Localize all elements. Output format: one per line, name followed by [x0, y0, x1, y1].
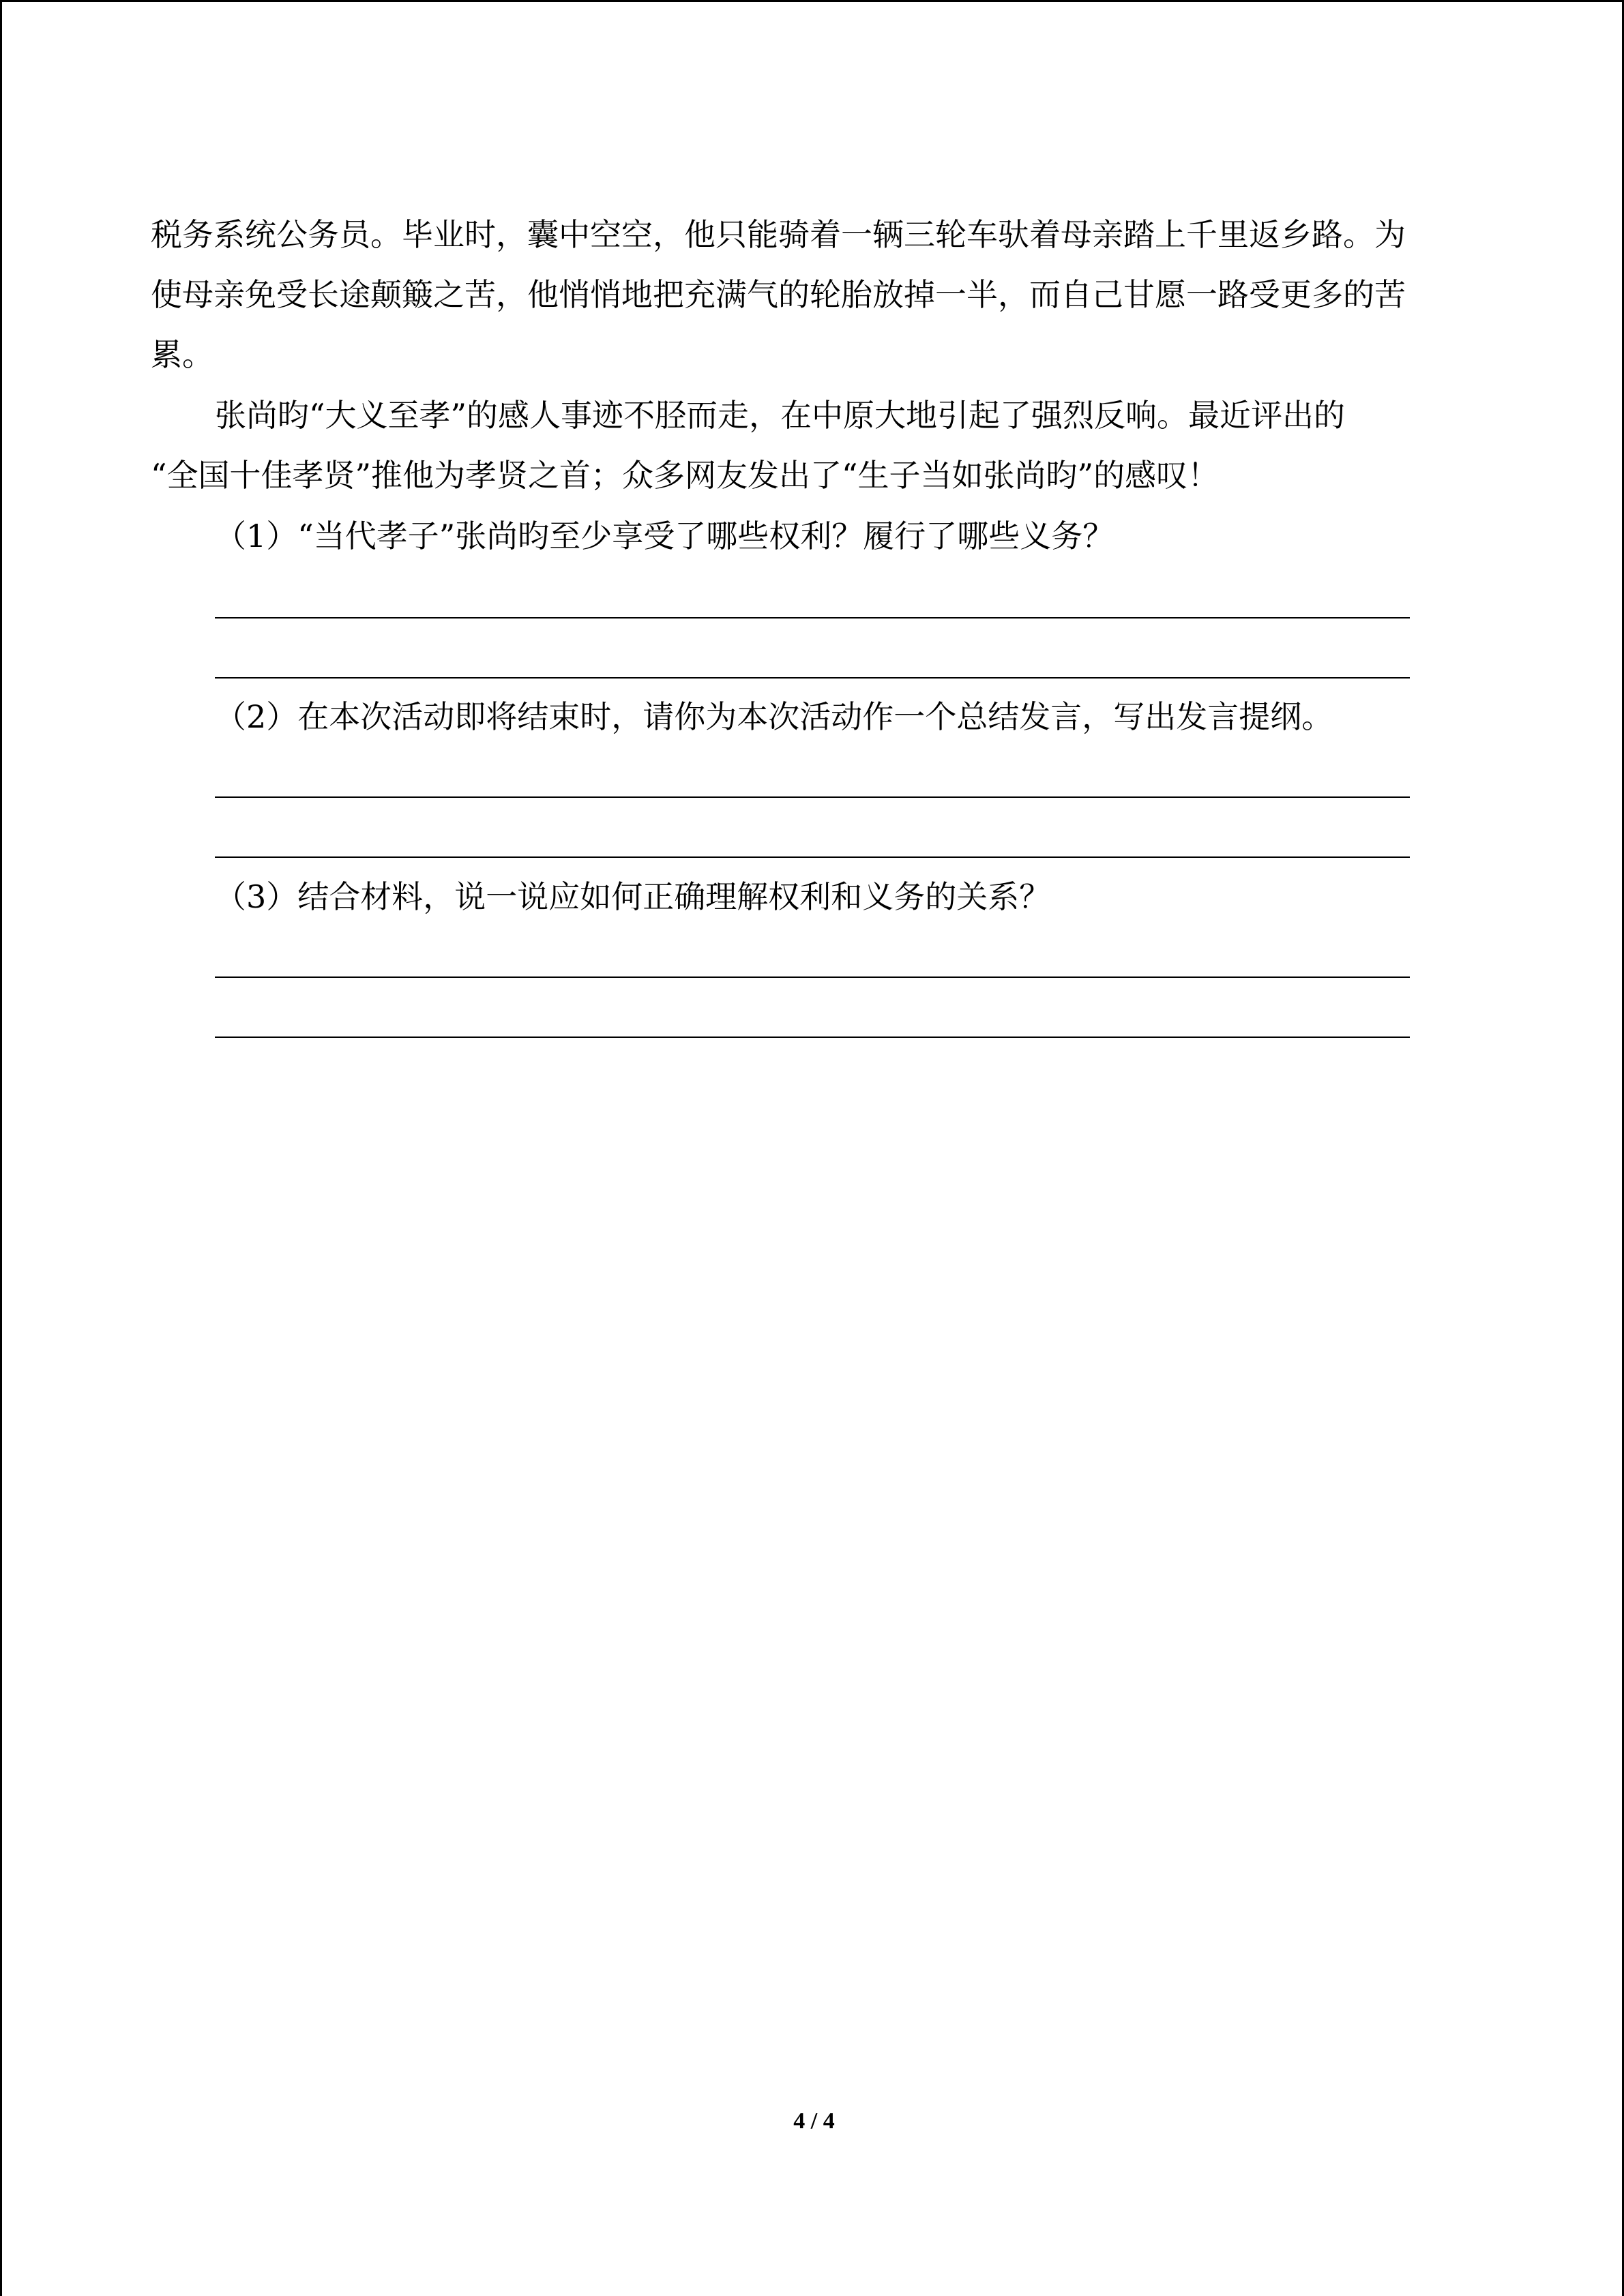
answer-line-q1-2[interactable]	[215, 677, 1410, 679]
paragraph-1-line-3: 累。	[151, 336, 213, 373]
question-3: （3）结合材料，说一说应如何正确理解权利和义务的关系？	[215, 878, 1051, 915]
paragraph-2-line-2: “全国十佳孝贤”推他为孝贤之首；众多网友发出了“生子当如张尚昀”的感叹！	[151, 457, 1220, 494]
answer-line-q1-1[interactable]	[215, 617, 1410, 618]
question-1: （1）“当代孝子”张尚昀至少享受了哪些权利？履行了哪些义务？	[215, 518, 1114, 554]
paragraph-2-line-1: 张尚昀“大义至孝”的感人事迹不胫而走，在中原大地引起了强烈反响。最近评出的	[215, 397, 1346, 434]
answer-line-q3-2[interactable]	[215, 1037, 1410, 1038]
page-number: 4 / 4	[793, 2108, 835, 2134]
paragraph-1-line-2: 使母亲免受长途颠簸之苦，他悄悄地把充满气的轮胎放掉一半，而自己甘愿一路受更多的苦	[151, 276, 1406, 313]
paragraph-1-line-1: 税务系统公务员。毕业时，囊中空空，他只能骑着一辆三轮车驮着母亲踏上千里返乡路。为	[151, 216, 1406, 253]
answer-line-q2-2[interactable]	[215, 856, 1410, 858]
question-2: （2）在本次活动即将结束时，请你为本次活动作一个总结发言，写出发言提纲。	[215, 698, 1333, 735]
answer-line-q3-1[interactable]	[215, 976, 1410, 978]
answer-line-q2-1[interactable]	[215, 796, 1410, 798]
